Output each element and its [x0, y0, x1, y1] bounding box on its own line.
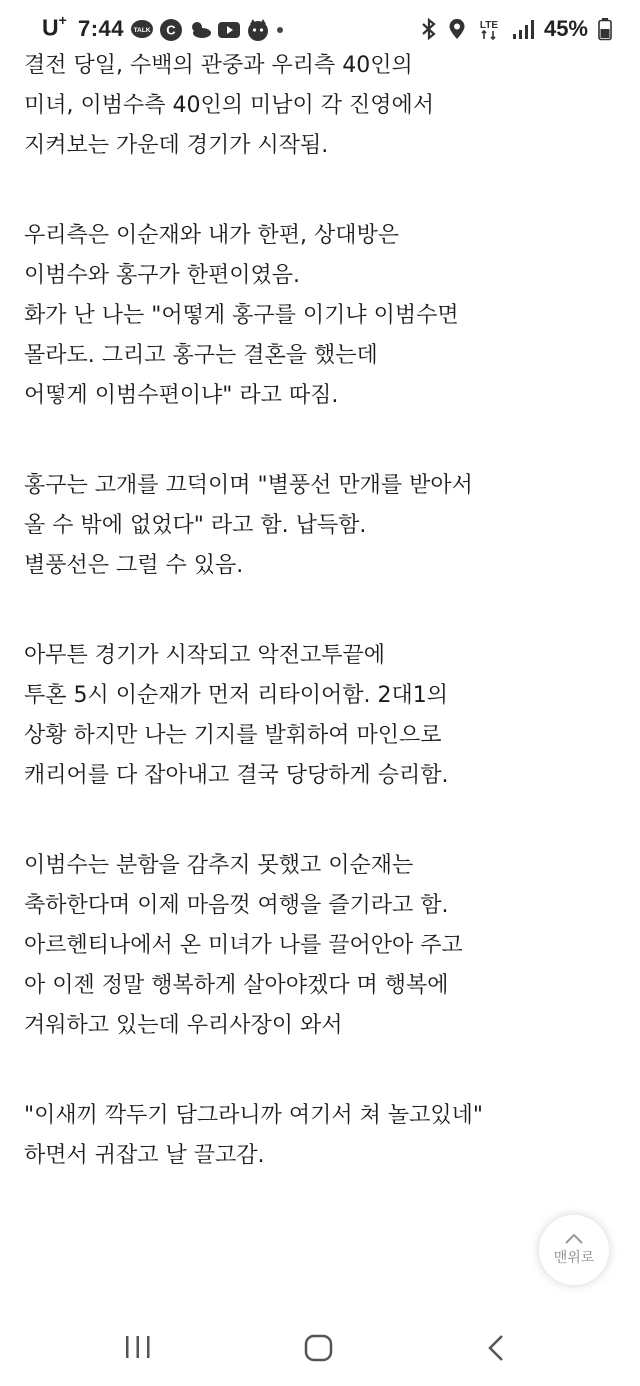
notification-icons [130, 18, 285, 42]
back-icon[interactable] [484, 1332, 508, 1364]
battery-percent: 45% [543, 16, 588, 41]
article-line: 투혼 5시 이순재가 먼저 리타이어함. 2대1의 [24, 683, 448, 708]
article-line: 이범수와 홍구가 한편이였음. [24, 263, 301, 288]
location-icon [448, 17, 466, 41]
article-body [24, 46, 624, 1226]
article-line: 결전 당일, 수백의 관중과 우리측 40인의 [24, 53, 413, 78]
lte-icon [476, 17, 502, 41]
article-paragraph [24, 216, 624, 416]
article-paragraph [24, 846, 624, 1046]
recents-icon[interactable] [124, 1332, 152, 1364]
chevron-up-icon [564, 1233, 584, 1245]
article-line: 별풍선은 그럴 수 있음. [24, 553, 244, 578]
signal-icon [512, 17, 534, 41]
youtube-icon [217, 18, 241, 42]
article-line: 아 이젠 정말 행복하게 살아야겠다 며 행복에 [24, 973, 449, 998]
article-line: 화가 난 나는 "어떻게 홍구를 이기냐 이범수면 [24, 303, 459, 328]
article-line: 상황 하지만 나는 기지를 발휘하여 마인으로 [24, 723, 442, 748]
carrier-label: U+ [42, 12, 67, 41]
navigation-bar [0, 1310, 640, 1386]
c-app-icon [159, 18, 183, 42]
article-line: 미녀, 이범수측 40인의 미남이 각 진영에서 [24, 93, 434, 118]
article-line: 어떻게 이범수편이냐" 라고 따짐. [24, 383, 339, 408]
home-icon[interactable] [303, 1332, 335, 1364]
article-paragraph [24, 46, 624, 166]
article-line: 우리측은 이순재와 내가 한편, 상대방은 [24, 223, 399, 248]
battery-icon [598, 17, 612, 41]
article-line: 홍구는 고개를 끄덕이며 "별풍선 만개를 받아서 [24, 473, 473, 498]
weather-icon [188, 18, 212, 42]
scroll-to-top-button[interactable] [539, 1215, 609, 1285]
article-line: 몰라도. 그리고 홍구는 결혼을 했는데 [24, 343, 378, 368]
article-line: "이새끼 깍두기 담그라니까 여기서 쳐 놀고있네" [24, 1103, 483, 1128]
game-app-icon [246, 18, 270, 42]
clock: 7:44 [78, 16, 125, 41]
article-line: 겨워하고 있는데 우리사장이 와서 [24, 1013, 343, 1038]
article-line: 올 수 밖에 없었다" 라고 함. 납득함. [24, 513, 367, 538]
bluetooth-icon [420, 17, 438, 41]
svg-text:C: C [166, 22, 176, 38]
svg-text:LTE: LTE [479, 20, 499, 31]
article-paragraph [24, 1096, 624, 1176]
system-status [420, 16, 612, 42]
article-line: 하면서 귀잡고 날 끌고감. [24, 1143, 265, 1168]
article-line: 지켜보는 가운데 경기가 시작됨. [24, 133, 329, 158]
kakaotalk-icon [130, 18, 154, 42]
more-notifications-icon [275, 18, 285, 42]
article-line: 이범수는 분함을 감추지 못했고 이순재는 [24, 853, 414, 878]
article-line: 아르헨티나에서 온 미녀가 나를 끌어안아 주고 [24, 933, 463, 958]
scroll-to-top-label: 맨위로 [553, 1250, 595, 1266]
article-paragraph [24, 636, 624, 796]
article-line: 축하한다며 이제 마음껏 여행을 즐기라고 함. [24, 893, 449, 918]
article-line: 캐리어를 다 잡아내고 결국 당당하게 승리함. [24, 763, 449, 788]
svg-text:TALK: TALK [133, 27, 151, 34]
article-paragraph [24, 466, 624, 586]
article-line: 아무튼 경기가 시작되고 악전고투끝에 [24, 643, 386, 668]
